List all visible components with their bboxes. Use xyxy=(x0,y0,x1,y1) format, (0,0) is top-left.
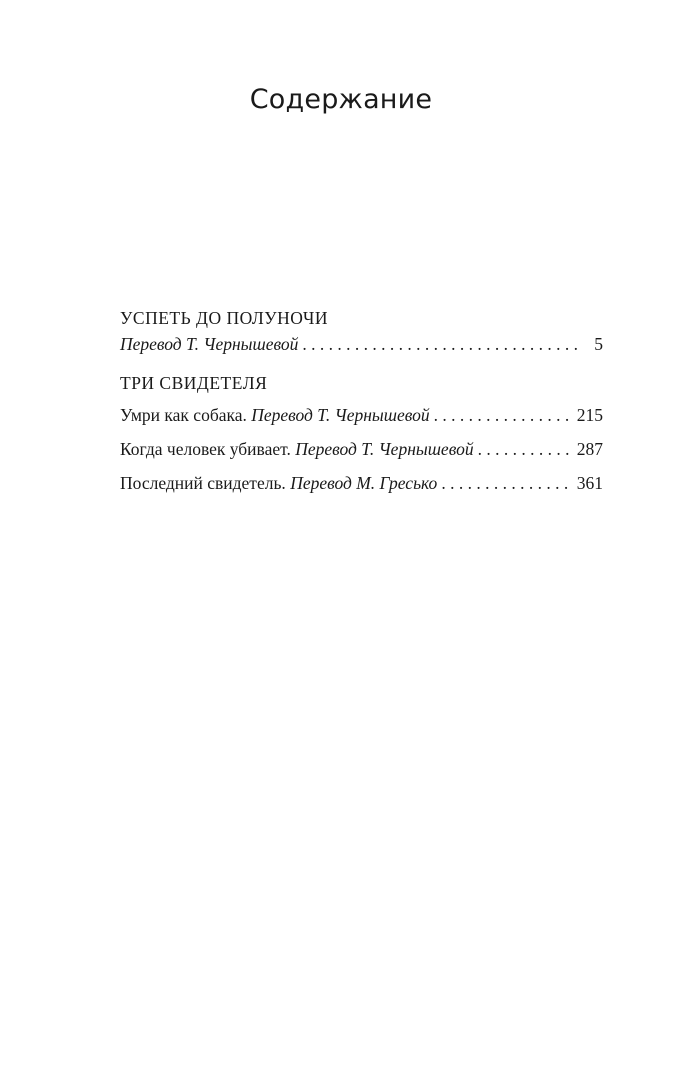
toc-entry-page: 215 xyxy=(576,405,603,425)
toc-entry-label xyxy=(120,436,474,462)
toc-entry-label xyxy=(120,402,430,428)
toc-entry-title: Последний свидетель. xyxy=(120,473,286,493)
toc-dot-leader xyxy=(478,436,573,462)
page-title: Содержание xyxy=(249,84,433,115)
toc-entry[interactable] xyxy=(120,331,603,357)
toc-entry-page: 361 xyxy=(576,473,603,493)
toc-part xyxy=(120,305,603,357)
table-of-contents xyxy=(120,305,603,504)
toc-entry-page: 5 xyxy=(594,334,603,354)
toc-entry-translator: Перевод М. Гресько xyxy=(290,473,438,493)
toc-entry[interactable] xyxy=(120,470,603,496)
toc-dot-leader xyxy=(302,331,581,357)
toc-dot-leader xyxy=(434,402,573,428)
toc-part-title: ТРИ СВИДЕТЕЛЯ xyxy=(120,373,268,393)
toc-part-title: УСПЕТЬ ДО ПОЛУНОЧИ xyxy=(120,308,328,328)
toc-entry-translator: Перевод Т. Чернышевой xyxy=(295,439,474,459)
toc-entry-translator: Перевод Т. Чернышевой xyxy=(251,405,430,425)
toc-entry-title: Когда человек убивает. xyxy=(120,439,291,459)
toc-entry-label xyxy=(120,470,437,496)
toc-entry-title: Умри как собака. xyxy=(120,405,247,425)
toc-entry-translator: Перевод Т. Чернышевой xyxy=(120,334,299,354)
toc-entry-page: 287 xyxy=(576,439,603,459)
toc-entry[interactable] xyxy=(120,402,603,428)
toc-entry-label xyxy=(120,331,298,357)
toc-dot-leader xyxy=(441,470,572,496)
toc-entry[interactable] xyxy=(120,436,603,462)
toc-part xyxy=(120,370,603,496)
